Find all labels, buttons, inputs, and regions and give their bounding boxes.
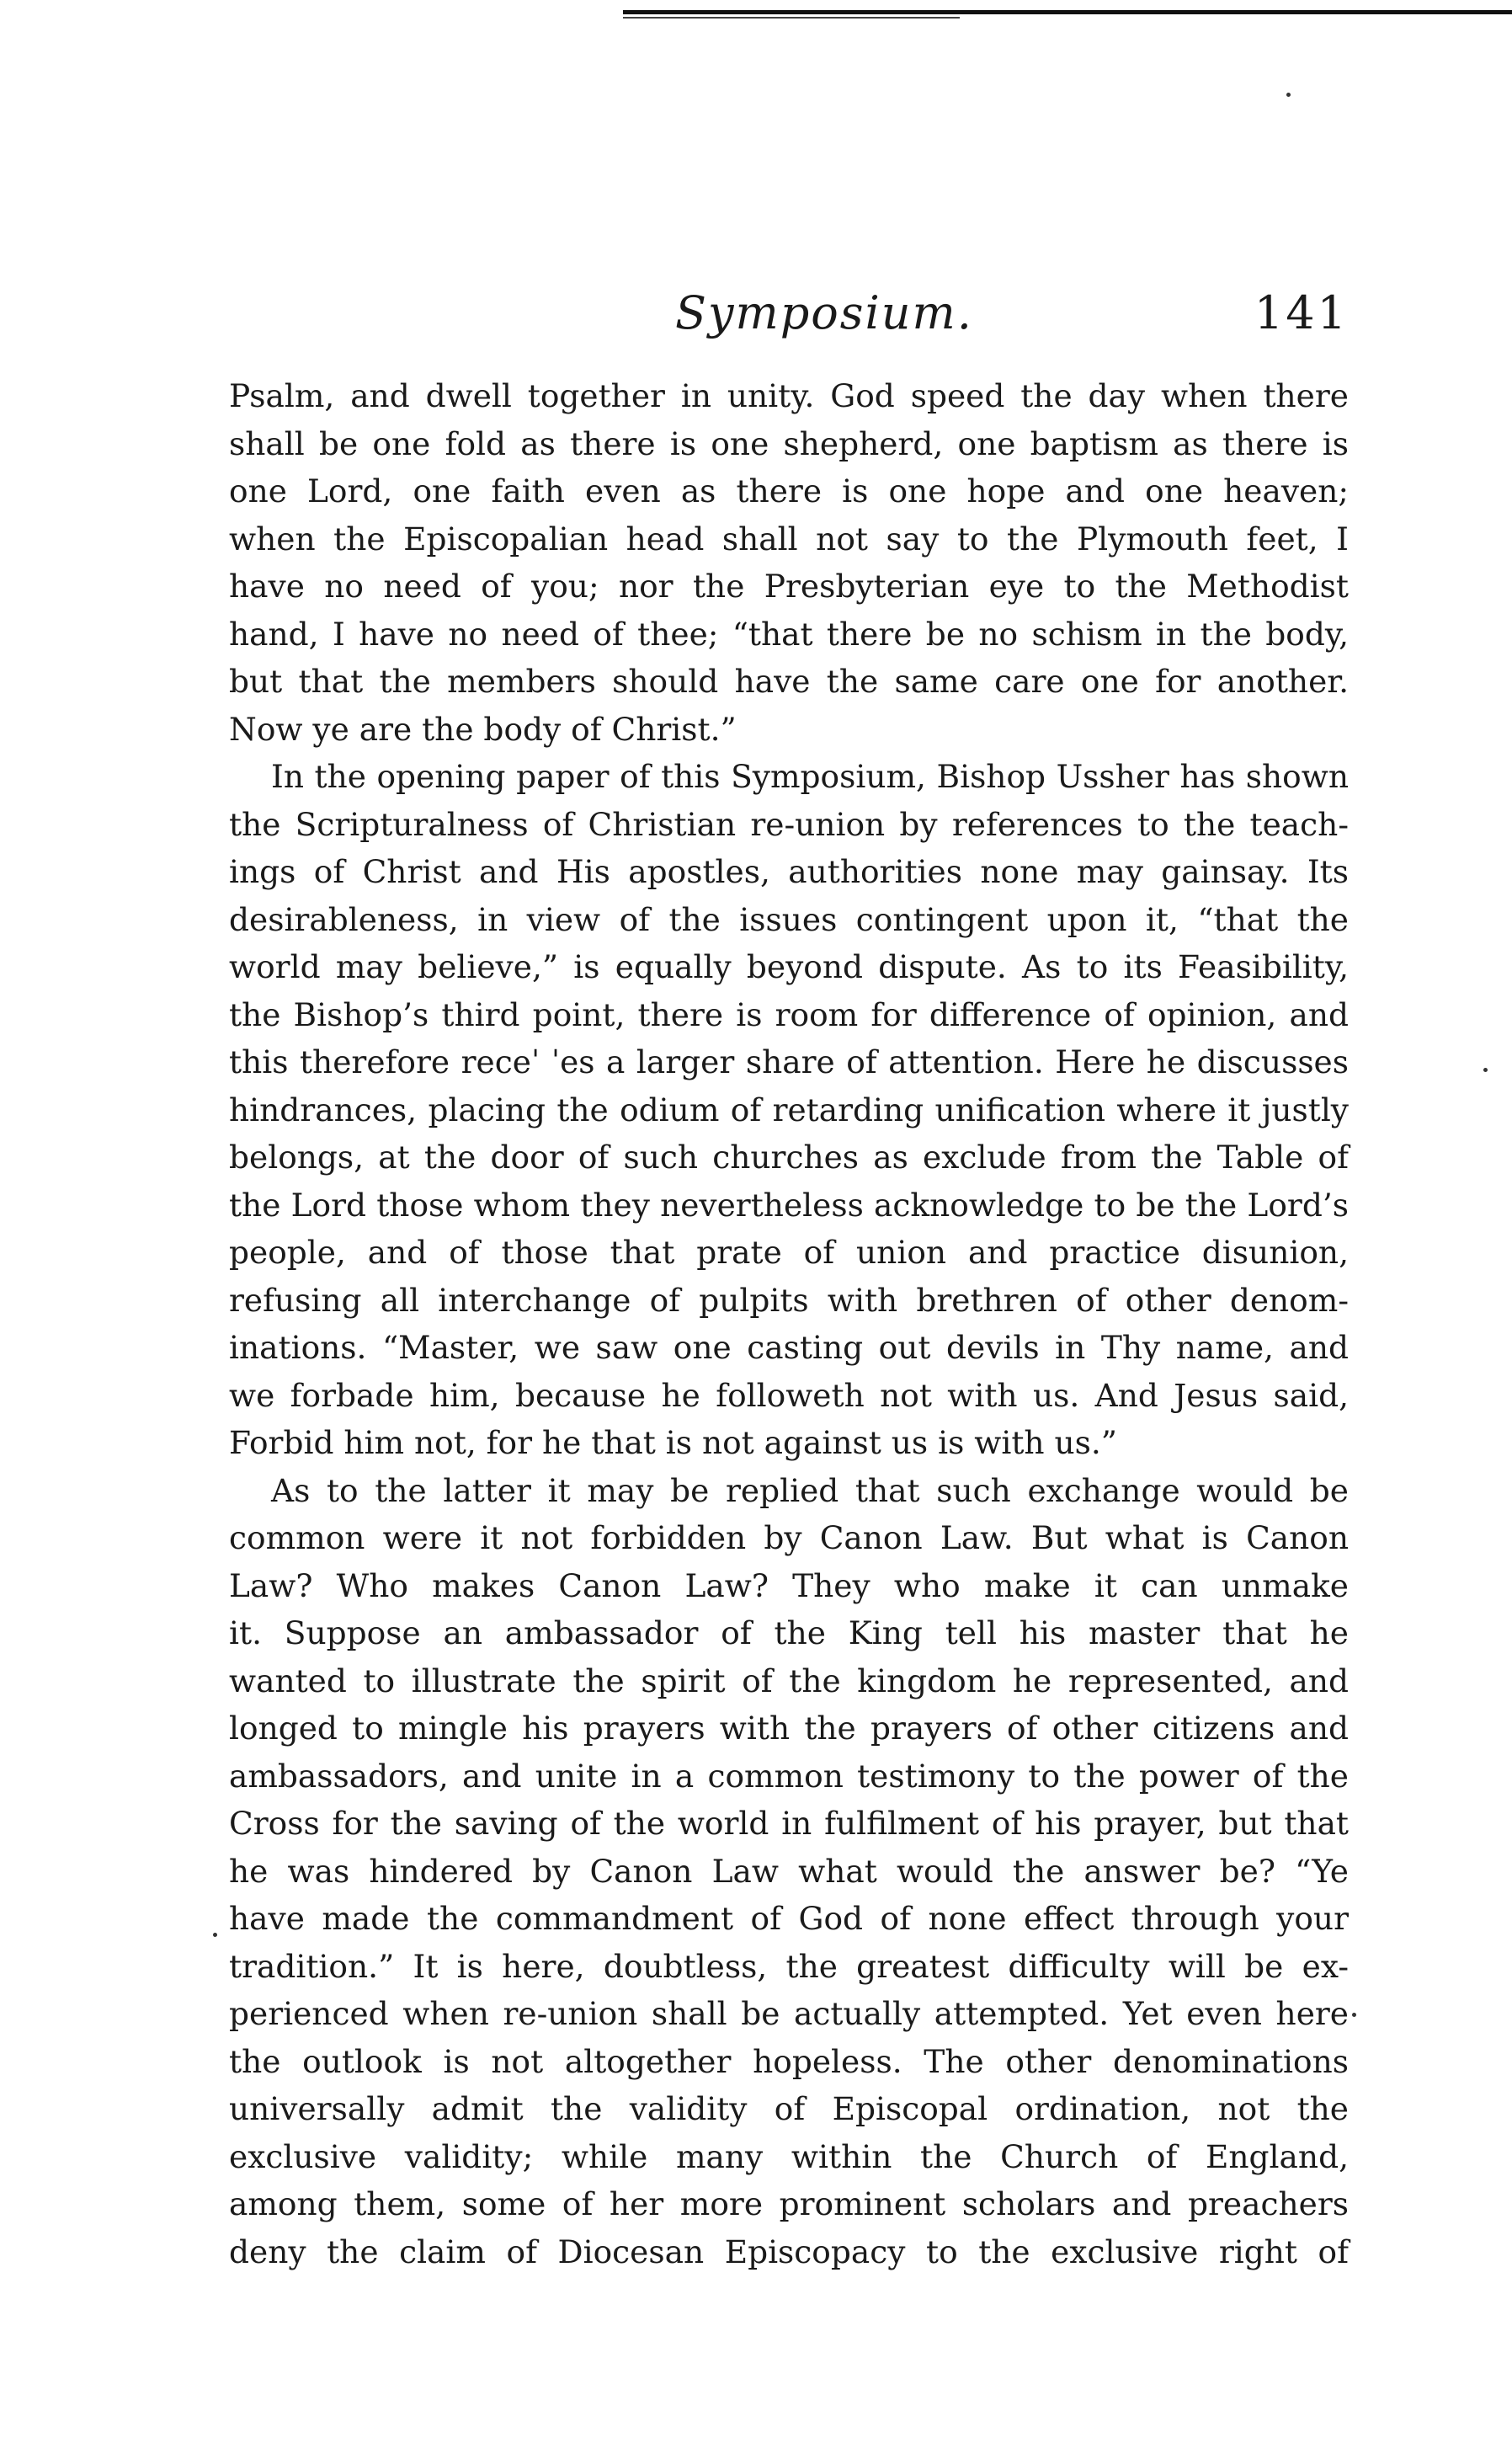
text-line: shall be one fold as there is one shepherd, one baptism as there is [229, 424, 1349, 462]
text-line: ings of Christ and His apostles, authorities none may gainsay. Its [229, 853, 1349, 890]
page-number: 141 [1254, 286, 1349, 339]
text-line: In the opening paper of this Symposium, Bishop Ussher has shown [271, 758, 1349, 795]
text-line: the Scripturalness of Christian re-union by references to the teach- [229, 805, 1349, 843]
text-line: the Lord those whom they nevertheless acknowledge to be the Lord’s [229, 1186, 1349, 1224]
top-rule-thin [623, 17, 960, 19]
text-line: one Lord, one faith even as there is one hope and one heaven; [229, 472, 1349, 509]
text-line: hindrances, placing the odium of retarding unification where it justly [229, 1091, 1349, 1128]
text-line: hand, I have no need of thee; “that there be no schism in the body, [229, 615, 1349, 653]
text-line: have no need of you; nor the Presbyterian eye to the Methodist [229, 568, 1349, 605]
text-line: people, and of those that prate of union and practice disunion, [229, 1234, 1349, 1271]
scan-speck [1352, 2013, 1356, 2017]
text-line: desirableness, in view of the issues contingent upon it, “that the [229, 900, 1349, 938]
text-line: longed to mingle his prayers with the prayers of other citizens and [229, 1710, 1349, 1747]
text-line: refusing all interchange of pulpits with brethren of other denom- [229, 1281, 1349, 1319]
text-line: Now ye are the body of Christ.” [229, 710, 737, 748]
text-line: it. Suppose an ambassador of the King tell his master that he [229, 1614, 1349, 1651]
text-line: As to the latter it may be replied that such exchange would be [271, 1471, 1349, 1509]
text-line: common were it not forbidden by Canon Law. But what is Canon [229, 1519, 1349, 1556]
text-line: perienced when re-union shall be actually attempted. Yet even here [229, 1995, 1349, 2032]
scan-speck [1483, 1068, 1488, 1072]
text-line: inations. “Master, we saw one casting out devils in Thy name, and [229, 1329, 1349, 1366]
text-line: the Bishop’s third point, there is room for difference of opinion, and [229, 995, 1349, 1033]
running-title: Symposium. [675, 286, 973, 339]
text-line: he was hindered by Canon Law what would the answer be? “Ye [229, 1852, 1349, 1890]
scan-speck [1286, 93, 1291, 97]
text-line: world may believe,” is equally beyond dispute. As to its Feasibility, [229, 948, 1349, 985]
text-line: have made the commandment of God of none effect through your [229, 1900, 1349, 1937]
text-line: this therefore receˈ ˈes a larger share of attention. Here he discusses [229, 1043, 1349, 1080]
text-line: Cross for the saving of the world in fulfilment of his prayer, but that [229, 1805, 1349, 1842]
body-text [229, 372, 1349, 2275]
text-line: Forbid him not, for he that is not against us is with us.” [229, 1424, 1117, 1461]
text-line: we forbade him, because he followeth not with us. And Jesus said, [229, 1376, 1349, 1414]
text-line: exclusive validity; while many within the Church of England, [229, 2137, 1349, 2175]
text-line: the outlook is not altogether hopeless. The other denominations [229, 2042, 1349, 2080]
scan-speck [213, 1933, 217, 1937]
text-line: wanted to illustrate the spirit of the kingdom he represented, and [229, 1662, 1349, 1699]
text-line: tradition.” It is here, doubtless, the greatest difficulty will be ex- [229, 1947, 1349, 1985]
text-line: Law? Who makes Canon Law? They who make it can unmake [229, 1566, 1349, 1604]
page-header [229, 286, 1349, 354]
text-line: when the Episcopalian head shall not say to the Plymouth feet, I [229, 520, 1349, 557]
text-line: among them, some of her more prominent scholars and preachers [229, 2185, 1349, 2222]
text-line: Psalm, and dwell together in unity. God speed the day when there [229, 377, 1349, 414]
text-line: universally admit the validity of Episcopal ordination, not the [229, 2090, 1349, 2127]
text-line: ambassadors, and unite in a common testimony to the power of the [229, 1757, 1349, 1795]
text-line: but that the members should have the same care one for another. [229, 663, 1349, 700]
text-line: belongs, at the door of such churches as exclude from the Table of [229, 1139, 1349, 1176]
top-rule [623, 10, 1512, 14]
text-line: deny the claim of Diocesan Episcopacy to the exclusive right of [229, 2233, 1349, 2270]
